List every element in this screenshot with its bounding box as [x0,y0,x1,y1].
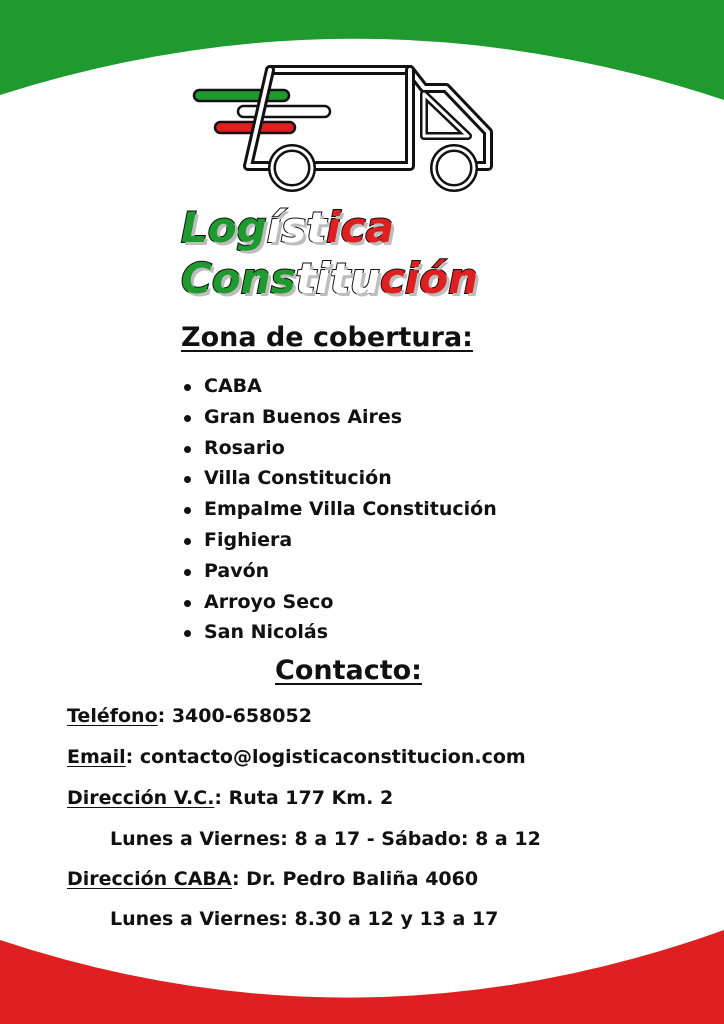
brand-line1-green: Log [181,203,267,252]
address-caba-label: Dirección CABA [67,868,232,890]
email-label: Email [67,746,126,768]
bottom-red-band [0,930,724,1024]
address-vc-value: : Ruta 177 Km. 2 [214,787,394,809]
coverage-item [181,494,497,525]
brand-line1-white: íst [266,203,327,252]
phone-label: Teléfono [67,705,158,727]
brand-line1-red: ica [326,203,394,252]
coverage-list [181,371,497,648]
coverage-item-label: Empalme Villa Constitución [204,498,497,521]
coverage-item-label: Gran Buenos Aires [204,405,403,428]
delivery-truck-icon [188,60,518,200]
coverage-item [181,556,497,587]
bullet-icon [184,600,191,607]
coverage-item [181,525,497,556]
bullet-icon [184,538,191,545]
bullet-icon [184,415,191,422]
coverage-item [181,433,497,464]
address-caba-line [67,868,478,890]
brand-line2-green: Cons [181,254,296,303]
brand-line2-white: titu [295,254,381,303]
email-line [67,746,526,768]
brand-name-line2 [181,254,479,303]
coverage-item [181,402,497,433]
coverage-item [181,371,497,402]
coverage-item-label: Fighiera [204,528,293,551]
email-value[interactable]: : contacto@logisticaconstitucion.com [125,746,526,768]
hours-caba: Lunes a Viernes: 8.30 a 12 y 13 a 17 [110,908,499,930]
address-vc-line [67,787,393,809]
bullet-icon [184,630,191,637]
coverage-title: Zona de cobertura: [181,322,473,353]
contact-title: Contacto: [275,655,422,686]
coverage-item [181,617,497,648]
phone-line [67,705,312,727]
address-caba-value: : Dr. Pedro Baliña 4060 [231,868,479,890]
bullet-icon [184,476,191,483]
bullet-icon [184,384,191,391]
brand-line2-red: ción [380,254,479,303]
bullet-icon [184,446,191,453]
coverage-item [181,463,497,494]
coverage-item-label: Arroyo Seco [204,590,334,613]
coverage-item-label: Rosario [204,436,285,459]
brand-name-line1 [181,203,394,252]
coverage-item [181,587,497,618]
coverage-item-label: CABA [204,375,262,397]
coverage-item-label: Pavón [204,559,270,582]
hours-vc: Lunes a Viernes: 8 a 17 - Sábado: 8 a 12 [110,828,541,850]
phone-value[interactable]: : 3400-658052 [157,705,312,727]
bullet-icon [184,507,191,514]
coverage-item-label: Villa Constitución [204,467,392,490]
bullet-icon [184,569,191,576]
address-vc-label: Dirección V.C. [67,787,215,809]
coverage-item-label: San Nicolás [204,621,329,644]
